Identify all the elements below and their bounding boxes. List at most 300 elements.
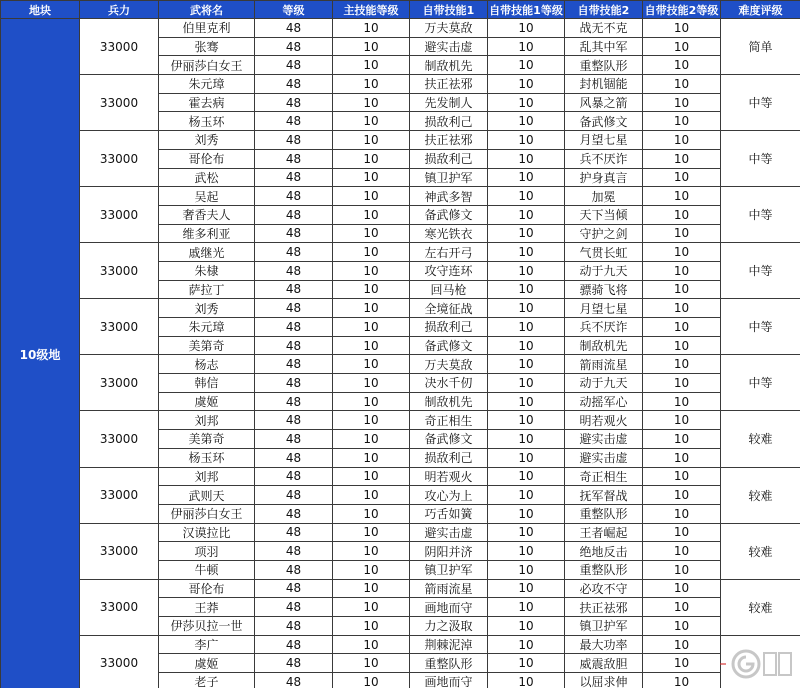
skill1-cell: 回马枪: [410, 280, 488, 299]
table-row: [1, 355, 800, 374]
skill2-cell: 加冕: [565, 187, 643, 206]
header-level: 等级: [255, 1, 333, 19]
level-cell: 48: [255, 486, 333, 505]
skill2-cell: 守护之剑: [565, 224, 643, 243]
skill1-level-cell: 10: [488, 19, 565, 38]
skill1-level-cell: 10: [488, 411, 565, 430]
skill2-level-cell: 10: [643, 635, 721, 654]
table-row: [1, 467, 800, 486]
skill2-level-cell: 10: [643, 93, 721, 112]
skill2-level-cell: 10: [643, 448, 721, 467]
level-cell: 48: [255, 224, 333, 243]
level-cell: 48: [255, 19, 333, 38]
level-cell: 48: [255, 336, 333, 355]
skill2-cell: 重整队形: [565, 504, 643, 523]
general-name-cell: 伊莎贝拉一世: [159, 617, 255, 636]
skill2-level-cell: 10: [643, 336, 721, 355]
difficulty-cell: 中等: [721, 243, 800, 299]
level-cell: 48: [255, 318, 333, 337]
skill2-level-cell: 10: [643, 261, 721, 280]
general-name-cell: 刘秀: [159, 131, 255, 150]
skill2-cell: 制敌机先: [565, 336, 643, 355]
difficulty-cell: [721, 635, 800, 688]
skill1-level-cell: 10: [488, 131, 565, 150]
skill2-level-cell: 10: [643, 112, 721, 131]
skill2-level-cell: 10: [643, 523, 721, 542]
skill2-cell: 明若观火: [565, 411, 643, 430]
skill2-cell: 乱其中军: [565, 37, 643, 56]
skill2-level-cell: 10: [643, 131, 721, 150]
troops-cell: 33000: [80, 19, 159, 75]
skill1-level-cell: 10: [488, 374, 565, 393]
level-cell: 48: [255, 299, 333, 318]
skill1-level-cell: 10: [488, 280, 565, 299]
level-cell: 48: [255, 523, 333, 542]
skill1-level-cell: 10: [488, 318, 565, 337]
table-row: [1, 75, 800, 94]
table-row: [1, 187, 800, 206]
general-name-cell: 伊丽莎白女王: [159, 56, 255, 75]
general-name-cell: 维多利亚: [159, 224, 255, 243]
main-skill-level-cell: 10: [333, 598, 410, 617]
general-name-cell: 老子: [159, 673, 255, 688]
skill2-cell: 必攻不守: [565, 579, 643, 598]
skill1-level-cell: 10: [488, 598, 565, 617]
main-skill-level-cell: 10: [333, 112, 410, 131]
level-cell: 48: [255, 579, 333, 598]
skill1-level-cell: 10: [488, 617, 565, 636]
skill1-cell: 全境征战: [410, 299, 488, 318]
general-name-cell: 李广: [159, 635, 255, 654]
skill1-cell: 阴阳并济: [410, 542, 488, 561]
header-main-skill-level: 主技能等级: [333, 1, 410, 19]
skill1-cell: 奇正相生: [410, 411, 488, 430]
general-name-cell: 美第奇: [159, 430, 255, 449]
table-row: [1, 411, 800, 430]
skill2-level-cell: 10: [643, 411, 721, 430]
skill1-level-cell: 10: [488, 560, 565, 579]
header-region: 地块: [1, 1, 80, 19]
skill2-level-cell: 10: [643, 243, 721, 262]
main-skill-level-cell: 10: [333, 224, 410, 243]
skill2-level-cell: 10: [643, 149, 721, 168]
skill1-cell: 寒光铁衣: [410, 224, 488, 243]
general-name-cell: 刘邦: [159, 467, 255, 486]
general-name-cell: 奢香夫人: [159, 205, 255, 224]
skill1-level-cell: 10: [488, 112, 565, 131]
skill1-cell: 镇卫护军: [410, 560, 488, 579]
level-cell: 48: [255, 598, 333, 617]
level-cell: 48: [255, 187, 333, 206]
skill1-level-cell: 10: [488, 205, 565, 224]
level-cell: 48: [255, 411, 333, 430]
skill2-cell: 动于九天: [565, 261, 643, 280]
skill2-level-cell: 10: [643, 224, 721, 243]
general-name-cell: 美第奇: [159, 336, 255, 355]
main-skill-level-cell: 10: [333, 654, 410, 673]
general-name-cell: 杨玉环: [159, 448, 255, 467]
table-header: [1, 1, 800, 19]
skill1-level-cell: 10: [488, 224, 565, 243]
level-cell: 48: [255, 374, 333, 393]
skill1-level-cell: 10: [488, 486, 565, 505]
skill1-cell: 损敌利己: [410, 149, 488, 168]
main-skill-level-cell: 10: [333, 617, 410, 636]
main-skill-level-cell: 10: [333, 205, 410, 224]
main-skill-level-cell: 10: [333, 37, 410, 56]
skill1-cell: 攻守连环: [410, 261, 488, 280]
general-name-cell: 牛顿: [159, 560, 255, 579]
main-skill-level-cell: 10: [333, 168, 410, 187]
table-row: [1, 19, 800, 38]
general-name-cell: 杨玉环: [159, 112, 255, 131]
skill1-cell: 荆棘泥淖: [410, 635, 488, 654]
level-cell: 48: [255, 467, 333, 486]
skill2-cell: 扶正祛邪: [565, 598, 643, 617]
general-name-cell: 萨拉丁: [159, 280, 255, 299]
skill1-cell: 画地而守: [410, 673, 488, 688]
skill2-level-cell: 10: [643, 299, 721, 318]
general-name-cell: 王莽: [159, 598, 255, 617]
general-name-cell: 杨志: [159, 355, 255, 374]
difficulty-cell: 较难: [721, 523, 800, 579]
skill2-level-cell: 10: [643, 430, 721, 449]
skill2-level-cell: 10: [643, 19, 721, 38]
skill1-level-cell: 10: [488, 336, 565, 355]
skill2-level-cell: 10: [643, 560, 721, 579]
main-skill-level-cell: 10: [333, 374, 410, 393]
main-skill-level-cell: 10: [333, 56, 410, 75]
skill2-cell: 封机锢能: [565, 75, 643, 94]
main-skill-level-cell: 10: [333, 336, 410, 355]
skill2-cell: 避实击虚: [565, 430, 643, 449]
skill1-level-cell: 10: [488, 243, 565, 262]
skill2-level-cell: 10: [643, 205, 721, 224]
general-name-cell: 刘邦: [159, 411, 255, 430]
skill1-cell: 决水千仞: [410, 374, 488, 393]
skill2-level-cell: 10: [643, 374, 721, 393]
skill1-level-cell: 10: [488, 187, 565, 206]
skill2-cell: 骠骑飞将: [565, 280, 643, 299]
skill2-level-cell: 10: [643, 392, 721, 411]
skill2-cell: 月望七星: [565, 131, 643, 150]
skill2-cell: 月望七星: [565, 299, 643, 318]
skill1-cell: 扶正祛邪: [410, 131, 488, 150]
skill2-level-cell: 10: [643, 504, 721, 523]
general-name-cell: 伊丽莎白女王: [159, 504, 255, 523]
main-skill-level-cell: 10: [333, 673, 410, 688]
skill2-level-cell: 10: [643, 579, 721, 598]
skill1-level-cell: 10: [488, 75, 565, 94]
main-skill-level-cell: 10: [333, 579, 410, 598]
level-cell: 48: [255, 504, 333, 523]
header-skill2: 自带技能2: [565, 1, 643, 19]
skill1-level-cell: 10: [488, 355, 565, 374]
skill2-level-cell: 10: [643, 187, 721, 206]
skill1-cell: 损敌利己: [410, 112, 488, 131]
skill1-cell: 备武修文: [410, 205, 488, 224]
level-cell: 48: [255, 617, 333, 636]
level-cell: 48: [255, 112, 333, 131]
skill1-cell: 巧舌如簧: [410, 504, 488, 523]
skill2-level-cell: 10: [643, 654, 721, 673]
skill1-level-cell: 10: [488, 56, 565, 75]
skill2-level-cell: 10: [643, 75, 721, 94]
level-cell: 48: [255, 205, 333, 224]
skill1-cell: 万夫莫敌: [410, 355, 488, 374]
region-cell: 10级地: [1, 19, 80, 688]
skill1-level-cell: 10: [488, 168, 565, 187]
general-name-cell: 朱元璋: [159, 318, 255, 337]
table-row: [1, 523, 800, 542]
troops-cell: 33000: [80, 523, 159, 579]
level-cell: 48: [255, 430, 333, 449]
general-name-cell: 刘秀: [159, 299, 255, 318]
difficulty-cell: 较难: [721, 467, 800, 523]
skill2-cell: 兵不厌诈: [565, 149, 643, 168]
skill2-cell: 备武修文: [565, 112, 643, 131]
skill2-cell: 最大功率: [565, 635, 643, 654]
main-skill-level-cell: 10: [333, 411, 410, 430]
skill2-cell: 箭雨流星: [565, 355, 643, 374]
main-skill-level-cell: 10: [333, 430, 410, 449]
header-troops: 兵力: [80, 1, 159, 19]
main-skill-level-cell: 10: [333, 635, 410, 654]
troops-cell: 33000: [80, 355, 159, 411]
skill1-cell: 避实击虚: [410, 523, 488, 542]
skill1-cell: 万夫莫敌: [410, 19, 488, 38]
skill2-cell: 王者崛起: [565, 523, 643, 542]
table-row: [1, 243, 800, 262]
level-cell: 48: [255, 37, 333, 56]
level-cell: 48: [255, 149, 333, 168]
table-row: [1, 579, 800, 598]
general-name-cell: 伯里克利: [159, 19, 255, 38]
main-skill-level-cell: 10: [333, 75, 410, 94]
skill2-cell: 风暴之箭: [565, 93, 643, 112]
skill1-cell: 损敌利己: [410, 318, 488, 337]
skill2-cell: 抚军督战: [565, 486, 643, 505]
general-name-cell: 项羽: [159, 542, 255, 561]
troops-cell: 33000: [80, 75, 159, 131]
skill1-cell: 明若观火: [410, 467, 488, 486]
skill1-cell: 画地而守: [410, 598, 488, 617]
skill1-cell: 重整队形: [410, 654, 488, 673]
troops-cell: 33000: [80, 243, 159, 299]
main-skill-level-cell: 10: [333, 486, 410, 505]
difficulty-cell: 中等: [721, 75, 800, 131]
skill2-cell: 动于九天: [565, 374, 643, 393]
main-skill-level-cell: 10: [333, 19, 410, 38]
table-row: [1, 635, 800, 654]
main-skill-level-cell: 10: [333, 392, 410, 411]
difficulty-cell: 中等: [721, 299, 800, 355]
level-cell: 48: [255, 243, 333, 262]
skill2-cell: 护身真言: [565, 168, 643, 187]
skill2-level-cell: 10: [643, 673, 721, 688]
general-name-cell: 吴起: [159, 187, 255, 206]
table-row: [1, 299, 800, 318]
main-skill-level-cell: 10: [333, 261, 410, 280]
skill1-level-cell: 10: [488, 261, 565, 280]
skill2-cell: 兵不厌诈: [565, 318, 643, 337]
main-skill-level-cell: 10: [333, 131, 410, 150]
main-skill-level-cell: 10: [333, 542, 410, 561]
general-name-cell: 汉谟拉比: [159, 523, 255, 542]
main-skill-level-cell: 10: [333, 523, 410, 542]
level-cell: 48: [255, 355, 333, 374]
skill2-cell: 以屈求伸: [565, 673, 643, 688]
skill1-level-cell: 10: [488, 542, 565, 561]
skill1-cell: 箭雨流星: [410, 579, 488, 598]
skill1-cell: 镇卫护军: [410, 168, 488, 187]
skill2-cell: 绝地反击: [565, 542, 643, 561]
main-skill-level-cell: 10: [333, 187, 410, 206]
skill2-level-cell: 10: [643, 598, 721, 617]
general-name-cell: 虞姬: [159, 654, 255, 673]
skill1-cell: 备武修文: [410, 336, 488, 355]
level-cell: 48: [255, 93, 333, 112]
troops-cell: 33000: [80, 579, 159, 635]
difficulty-cell: 较难: [721, 579, 800, 635]
level-cell: 48: [255, 75, 333, 94]
skill1-level-cell: 10: [488, 673, 565, 688]
skill2-cell: 镇卫护军: [565, 617, 643, 636]
main-skill-level-cell: 10: [333, 299, 410, 318]
troops-cell: 33000: [80, 411, 159, 467]
skill2-cell: 动摇军心: [565, 392, 643, 411]
general-name-cell: 哥伦布: [159, 579, 255, 598]
skill2-level-cell: 10: [643, 542, 721, 561]
level-cell: 48: [255, 392, 333, 411]
main-skill-level-cell: 10: [333, 504, 410, 523]
general-name-cell: 韩信: [159, 374, 255, 393]
skill2-cell: 天下当倾: [565, 205, 643, 224]
general-name-cell: 武则天: [159, 486, 255, 505]
troops-cell: 33000: [80, 635, 159, 688]
level-cell: 48: [255, 560, 333, 579]
skill1-cell: 损敌利己: [410, 448, 488, 467]
difficulty-cell: 较难: [721, 411, 800, 467]
skill1-level-cell: 10: [488, 523, 565, 542]
skill2-level-cell: 10: [643, 486, 721, 505]
general-name-cell: 戚继光: [159, 243, 255, 262]
skill1-level-cell: 10: [488, 392, 565, 411]
general-name-cell: 虞姬: [159, 392, 255, 411]
header-general-name: 武将名: [159, 1, 255, 19]
skill1-level-cell: 10: [488, 635, 565, 654]
level-cell: 48: [255, 168, 333, 187]
skill1-level-cell: 10: [488, 579, 565, 598]
header-skill1: 自带技能1: [410, 1, 488, 19]
troops-cell: 33000: [80, 299, 159, 355]
skill2-cell: 重整队形: [565, 56, 643, 75]
general-name-cell: 张骞: [159, 37, 255, 56]
skill2-cell: 奇正相生: [565, 467, 643, 486]
skill2-level-cell: 10: [643, 168, 721, 187]
level-cell: 48: [255, 542, 333, 561]
skill2-level-cell: 10: [643, 56, 721, 75]
table-body: [1, 19, 800, 688]
main-skill-level-cell: 10: [333, 93, 410, 112]
troops-cell: 33000: [80, 467, 159, 523]
level-cell: 48: [255, 448, 333, 467]
skill2-cell: 重整队形: [565, 560, 643, 579]
skill1-cell: 力之汲取: [410, 617, 488, 636]
skill1-level-cell: 10: [488, 448, 565, 467]
level-cell: 48: [255, 673, 333, 688]
main-skill-level-cell: 10: [333, 467, 410, 486]
difficulty-cell: 中等: [721, 187, 800, 243]
general-name-cell: 武松: [159, 168, 255, 187]
skill2-level-cell: 10: [643, 355, 721, 374]
skill2-level-cell: 10: [643, 37, 721, 56]
skill2-cell: 避实击虚: [565, 448, 643, 467]
skill2-level-cell: 10: [643, 318, 721, 337]
skill1-level-cell: 10: [488, 299, 565, 318]
difficulty-cell: 中等: [721, 131, 800, 187]
skill1-cell: 扶正祛邪: [410, 75, 488, 94]
skill1-level-cell: 10: [488, 37, 565, 56]
skill1-level-cell: 10: [488, 430, 565, 449]
main-skill-level-cell: 10: [333, 560, 410, 579]
troops-cell: 33000: [80, 187, 159, 243]
skill2-cell: 战无不克: [565, 19, 643, 38]
general-name-cell: 霍去病: [159, 93, 255, 112]
skill1-cell: 神武多智: [410, 187, 488, 206]
skill1-cell: 制敌机先: [410, 56, 488, 75]
main-skill-level-cell: 10: [333, 149, 410, 168]
skill2-cell: 气贯长虹: [565, 243, 643, 262]
skill1-cell: 避实击虚: [410, 37, 488, 56]
level-cell: 48: [255, 131, 333, 150]
general-name-cell: 哥伦布: [159, 149, 255, 168]
level-cell: 48: [255, 261, 333, 280]
level-cell: 48: [255, 654, 333, 673]
general-name-cell: 朱棣: [159, 261, 255, 280]
difficulty-cell: 中等: [721, 355, 800, 411]
skill1-cell: 先发制人: [410, 93, 488, 112]
level-cell: 48: [255, 635, 333, 654]
skill1-level-cell: 10: [488, 93, 565, 112]
difficulty-cell: 简单: [721, 19, 800, 75]
main-skill-level-cell: 10: [333, 280, 410, 299]
skill2-level-cell: 10: [643, 617, 721, 636]
skill2-level-cell: 10: [643, 280, 721, 299]
skill1-cell: 左右开弓: [410, 243, 488, 262]
main-skill-level-cell: 10: [333, 355, 410, 374]
skill1-cell: 制敌机先: [410, 392, 488, 411]
main-skill-level-cell: 10: [333, 448, 410, 467]
troops-cell: 33000: [80, 131, 159, 187]
table-row: [1, 131, 800, 150]
skill1-cell: 备武修文: [410, 430, 488, 449]
general-name-cell: 朱元璋: [159, 75, 255, 94]
main-skill-level-cell: 10: [333, 243, 410, 262]
skill1-level-cell: 10: [488, 149, 565, 168]
header-skill1-level: 自带技能1等级: [488, 1, 565, 19]
level-cell: 48: [255, 280, 333, 299]
skill1-level-cell: 10: [488, 504, 565, 523]
header-skill2-level: 自带技能2等级: [643, 1, 721, 19]
main-skill-level-cell: 10: [333, 318, 410, 337]
header-difficulty: 难度评级: [721, 1, 800, 19]
level-cell: 48: [255, 56, 333, 75]
skill1-level-cell: 10: [488, 654, 565, 673]
skill1-cell: 攻心为上: [410, 486, 488, 505]
skill2-cell: 威震敌胆: [565, 654, 643, 673]
skill2-level-cell: 10: [643, 467, 721, 486]
